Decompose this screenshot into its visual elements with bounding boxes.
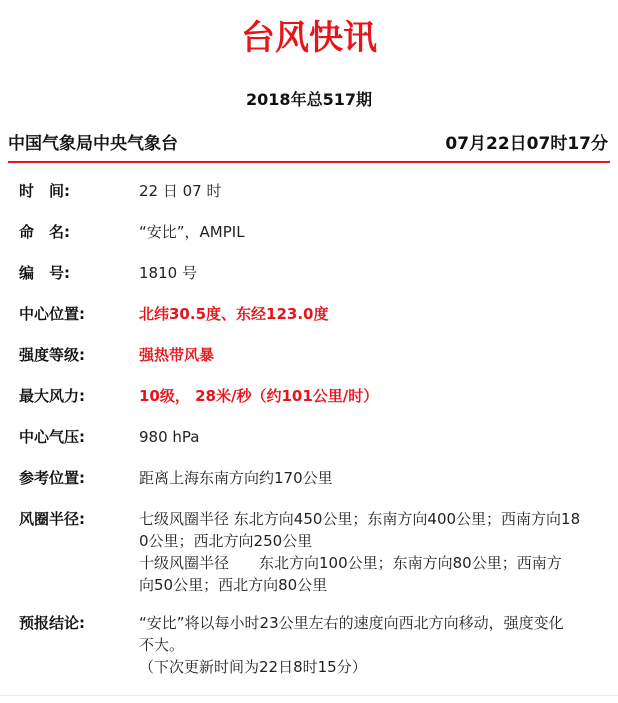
info-table <box>0 166 618 678</box>
row-label: 预报结论: <box>19 614 85 632</box>
row-label: 命 名: <box>19 223 70 241</box>
row-name <box>0 207 618 248</box>
row-value: 22 日 07 时 <box>139 182 222 200</box>
value-line: （下次更新时间为22日8时15分） <box>139 658 367 676</box>
value-line: 不大。 <box>139 636 185 654</box>
row-center-position <box>0 289 618 330</box>
issue-number: 2018年总517期 <box>246 90 372 109</box>
footer-divider <box>0 695 618 696</box>
row-reference-position <box>0 453 618 494</box>
row-label: 时 间: <box>19 182 70 200</box>
row-value: 980 hPa <box>139 428 200 446</box>
row-number <box>0 248 618 289</box>
row-forecast <box>0 598 618 678</box>
row-value-multiline <box>139 612 587 678</box>
row-intensity <box>0 330 618 371</box>
row-max-wind <box>0 371 618 412</box>
agency-name: 中国气象局中央气象台 <box>8 134 178 154</box>
value-line: 十级风圈半径 东北方向100公里；东南方向80公里；西南方 <box>139 554 562 572</box>
row-label: 中心位置: <box>19 305 85 323</box>
row-value: 距离上海东南方向约170公里 <box>139 469 333 487</box>
row-label: 编 号: <box>19 264 70 282</box>
row-time <box>0 166 618 207</box>
value-line: 七级风圈半径 东北方向450公里；东南方向400公里；西南方向18 <box>139 510 581 528</box>
header-row <box>8 132 608 156</box>
row-label: 最大风力: <box>19 387 85 405</box>
issue-datetime: 07月22日07时17分 <box>445 134 608 154</box>
row-label: 参考位置: <box>19 469 85 487</box>
value-line: 0公里；西北方向250公里 <box>139 532 313 550</box>
page-title: 台风快讯 <box>241 18 377 58</box>
row-value-multiline <box>139 508 587 596</box>
row-label: 中心气压: <box>19 428 85 446</box>
row-value-highlight: 北纬30.5度、东经123.0度 <box>139 305 329 323</box>
row-value-highlight: 强热带风暴 <box>139 346 215 364</box>
row-label: 风圈半径: <box>19 510 85 528</box>
row-center-pressure <box>0 412 618 453</box>
header-divider <box>8 161 610 163</box>
row-value-highlight: 10级， 28米/秒（约101公里/时） <box>139 387 379 405</box>
value-line: “安比”将以每小时23公里左右的速度向西北方向移动，强度变化 <box>139 614 564 632</box>
value-line: 向50公里；西北方向80公里 <box>139 576 328 594</box>
row-value: “安比”，AMPIL <box>139 223 245 241</box>
row-value: 1810 号 <box>139 264 197 282</box>
row-wind-radius <box>0 494 618 598</box>
row-label: 强度等级: <box>19 346 85 364</box>
